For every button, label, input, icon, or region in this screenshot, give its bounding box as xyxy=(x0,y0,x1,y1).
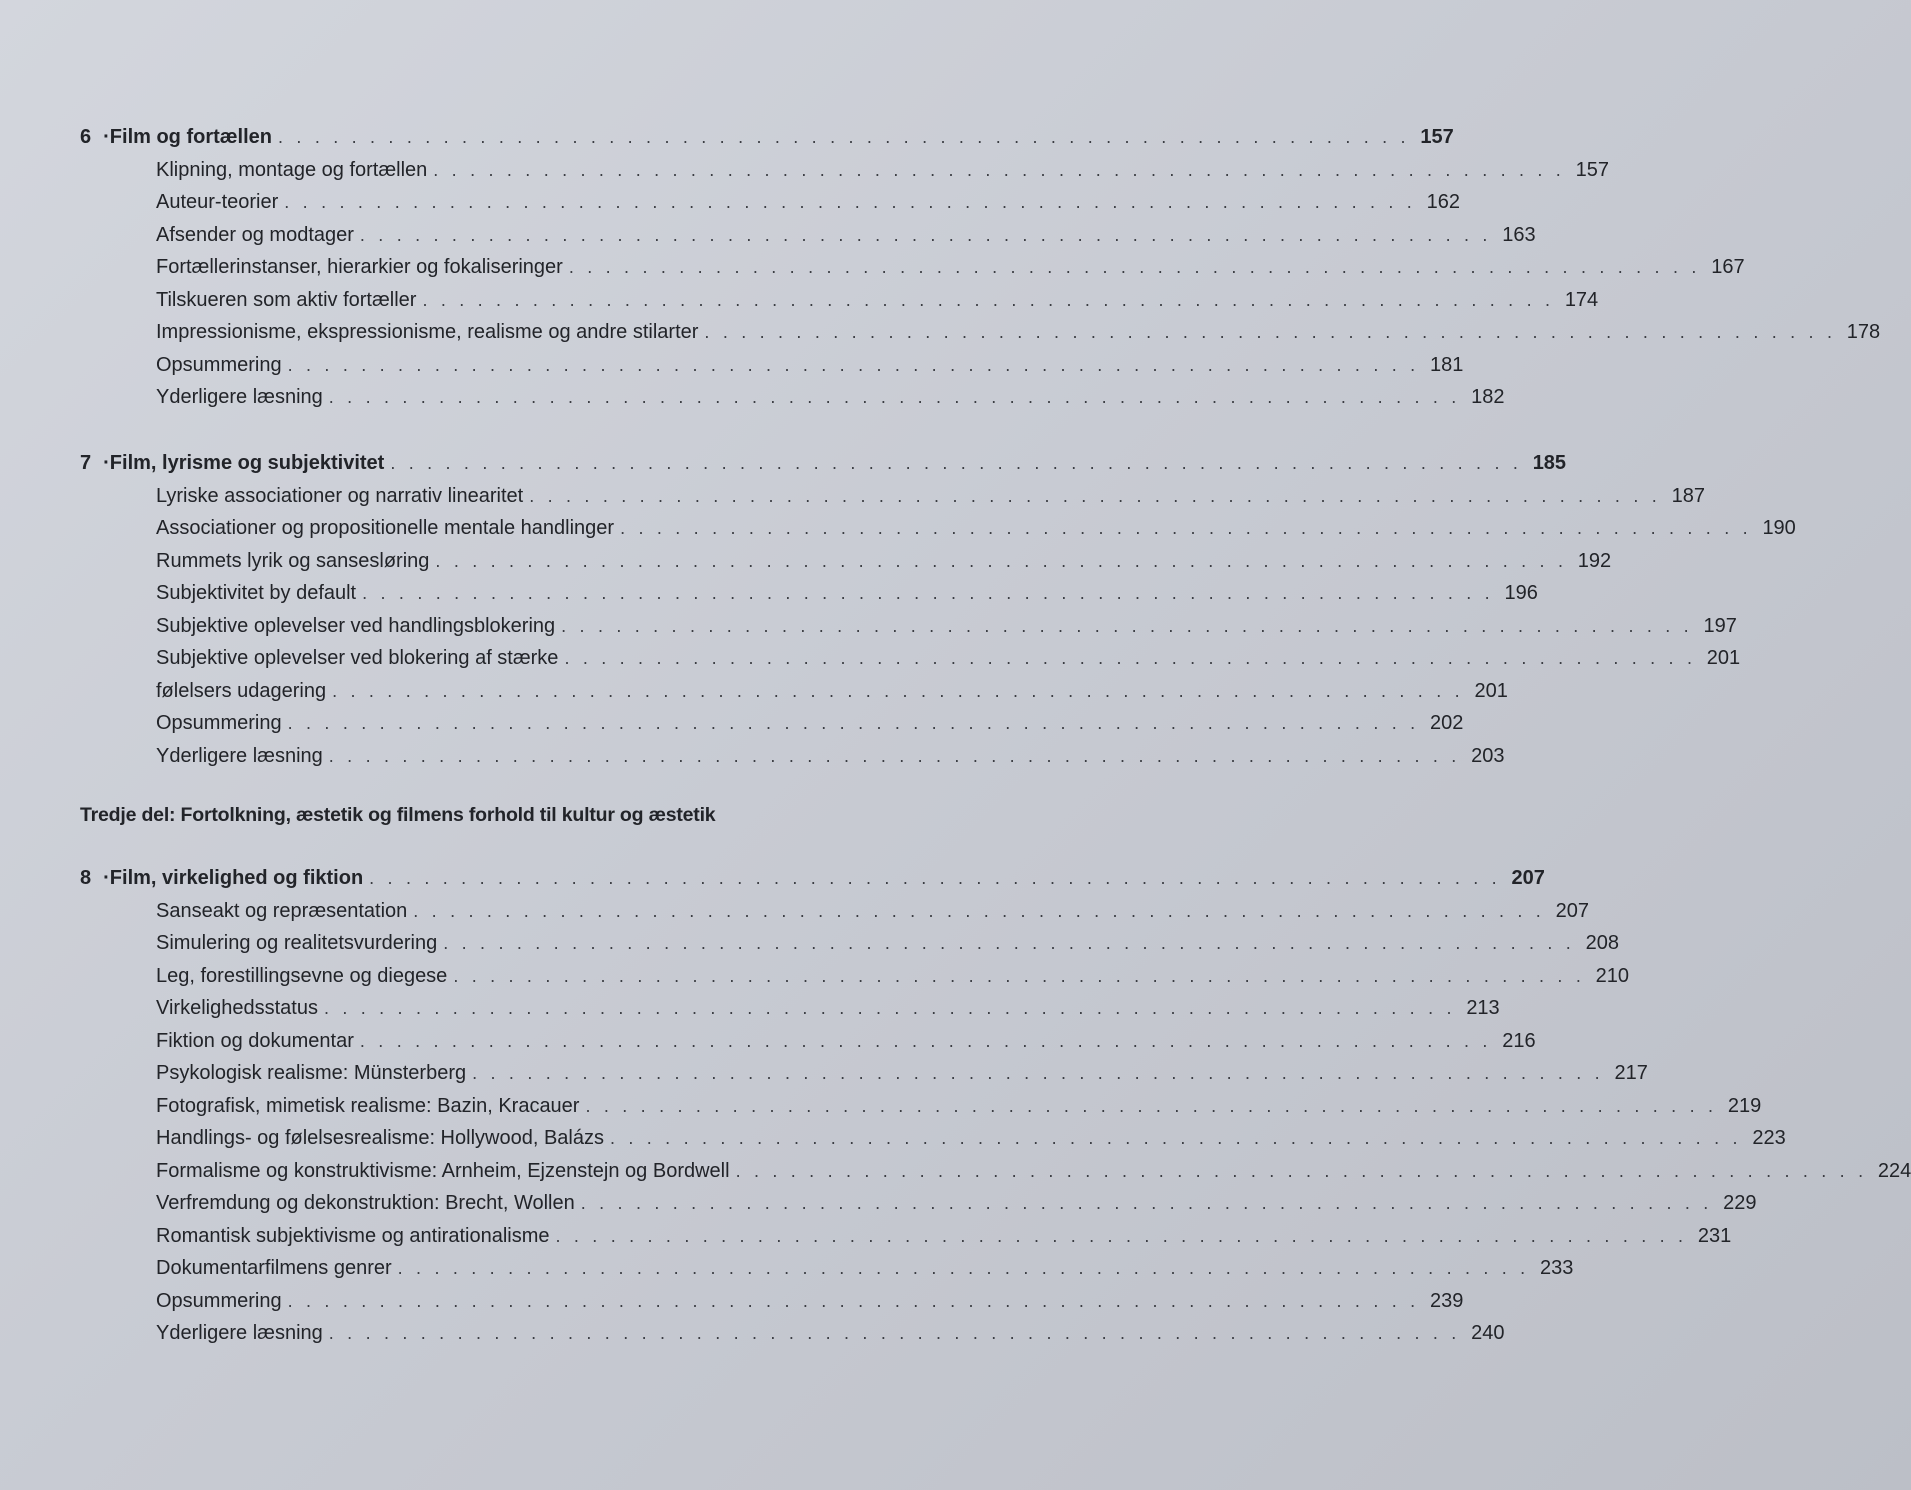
entry-page-number: 174 xyxy=(1564,288,1599,311)
entry-title: Subjektivitet by default xyxy=(156,582,357,604)
toc-entry xyxy=(80,927,1619,960)
toc-entry xyxy=(80,1220,1732,1253)
toc-entry xyxy=(80,1122,1786,1155)
toc-entry xyxy=(80,960,1630,993)
chapter-separator: · xyxy=(103,126,110,148)
entry-title: Impressionisme, ekspressionisme, realisme og andre stilarter xyxy=(156,321,699,343)
entry-title: Fortællerinstanser, hierarkier og fokaliseringer xyxy=(156,256,563,278)
entry-page-number: 224 xyxy=(1877,1159,1911,1182)
entry-title: Lyriske associationer og narrativ linearitet xyxy=(156,484,524,507)
entry-page-number: 219 xyxy=(1727,1094,1762,1117)
toc-entry xyxy=(80,895,1590,928)
entry-title: Yderligere læsning xyxy=(156,744,323,767)
entry-page-number: 201 xyxy=(1706,647,1741,669)
toc-entry xyxy=(80,480,1705,513)
chapter-title: Film, lyrisme og subjektivitet xyxy=(109,452,385,474)
entry-title: Simulering og realitetsvurdering xyxy=(156,932,438,954)
dot-leader: . . . . . . . . . . . . . . . . . . . . . . . . . . . . . . . . . . . . . . . . . . . . . . . . . . . . . . . . . . . . . . xyxy=(359,224,1492,245)
entry-title: Sanseakt og repræsentation xyxy=(156,899,408,922)
dot-leader: . . . . . . . . . . . . . . . . . . . . . . . . . . . . . . . . . . . . . . . . . . . . . . . . . . . . . . . . . . . . . . xyxy=(323,998,1456,1018)
entry-page-number: 239 xyxy=(1429,1289,1464,1312)
dot-leader: . . . . . . . . . . . . . . . . . . . . . . . . . . . . . . . . . . . . . . . . . . . . . . . . . . . . . . . . . . . . . . xyxy=(472,1063,1604,1083)
toc-entry xyxy=(80,610,1737,643)
entry-title: Tilskueren som aktiv fortæller xyxy=(156,288,417,311)
entry-page-number: 216 xyxy=(1502,1029,1536,1052)
entry-title: Subjektive oplevelser ved handlingsblokering xyxy=(156,614,556,637)
entry-title: Opsummering xyxy=(156,353,282,376)
entry-page-number: 178 xyxy=(1846,321,1881,343)
entry-page-number: 223 xyxy=(1752,1127,1786,1149)
entry-page-number: 202 xyxy=(1429,712,1464,734)
toc-entry xyxy=(80,251,1745,284)
entry-page-number: 213 xyxy=(1466,997,1500,1019)
entry-page-number: 192 xyxy=(1577,549,1612,572)
entry-page-number: 240 xyxy=(1471,1322,1505,1344)
dot-leader: . . . . . . . . . . . . . . . . . . . . . . . . . . . . . . . . . . . . . . . . . . . . . . . . . . . . . . . . . . . . . . xyxy=(328,745,1461,766)
dot-leader: . . . . . . . . . . . . . . . . . . . . . . . . . . . . . . . . . . . . . . . . . . . . . . . . . . . . . . . . . . . . . . xyxy=(443,933,1575,953)
chapter-heading-row xyxy=(80,447,1567,480)
toc-entry xyxy=(80,545,1612,578)
entry-page-number: 190 xyxy=(1762,517,1796,539)
toc-entry xyxy=(80,219,1536,252)
chapter-8 xyxy=(80,862,1911,1350)
entry-page-number: 162 xyxy=(1426,191,1461,213)
toc-entry xyxy=(80,186,1461,219)
toc-entry xyxy=(80,642,1741,675)
chapter-number: 7 xyxy=(80,452,92,474)
dot-leader: . . . . . . . . . . . . . . . . . . . . . . . . . . . . . . . . . . . . . . . . . . . . . . . . . . . . . . . . . . . . . . xyxy=(620,518,1752,538)
toc-entry xyxy=(80,1187,1757,1220)
toc-entry xyxy=(80,349,1464,382)
entry-title: Fiktion og dokumentar xyxy=(156,1029,354,1052)
chapter-page-number: 185 xyxy=(1532,452,1567,474)
dot-leader: . . . . . . . . . . . . . . . . . . . . . . . . . . . . . . . . . . . . . . . . . . . . . . . . . . . . . . . . . . . . . . xyxy=(529,485,1661,506)
entry-title: Subjektive oplevelser ved blokering af stærke xyxy=(156,647,559,669)
entry-page-number: 197 xyxy=(1703,614,1737,637)
entry-page-number: 181 xyxy=(1429,353,1464,376)
dot-leader: . . . . . . . . . . . . . . . . . . . . . . . . . . . . . . . . . . . . . . . . . . . . . . . . . . . . . . . . . . . . . . xyxy=(422,289,1555,310)
toc-entry xyxy=(80,1317,1505,1350)
toc-entry xyxy=(80,316,1881,349)
chapter-6 xyxy=(80,121,1881,414)
dot-leader: . . . . . . . . . . . . . . . . . . . . . . . . . . . . . . . . . . . . . . . . . . . . . . . . . . . . . . . . . . . . . . xyxy=(453,965,1586,986)
entry-page-number: 157 xyxy=(1575,158,1610,181)
dot-leader: . . . . . . . . . . . . . . . . . . . . . . . . . . . . . . . . . . . . . . . . . . . . . . . . . . . . . . . . . . . . . . xyxy=(328,387,1461,407)
entry-title: Psykologisk realisme: Münsterberg xyxy=(156,1062,467,1084)
toc-entry xyxy=(80,675,1508,708)
entry-title: Klipning, montage og fortællen xyxy=(156,158,428,181)
entry-title: Dokumentarfilmens genrer xyxy=(156,1257,392,1279)
entry-title: Virkelighedsstatus xyxy=(156,997,318,1019)
entry-title: Auteur-teorier xyxy=(156,191,279,213)
toc-entry xyxy=(80,154,1610,187)
chapter-7 xyxy=(80,447,1796,772)
entry-title: Yderligere læsning xyxy=(156,1322,323,1344)
dot-leader: . . . . . . . . . . . . . . . . . . . . . . . . . . . . . . . . . . . . . . . . . . . . . . . . . . . . . . . . . . . . . . xyxy=(328,1323,1461,1343)
dot-leader: . . . . . . . . . . . . . . . . . . . . . . . . . . . . . . . . . . . . . . . . . . . . . . . . . . . . . . . . . . . . . . xyxy=(585,1095,1718,1116)
entry-title: Formalisme og konstruktivisme: Arnheim, Ejzenstejn og Bordwell xyxy=(156,1159,730,1182)
entry-title: Romantisk subjektivisme og antirationalisme xyxy=(156,1224,550,1247)
entry-title: Opsummering xyxy=(156,712,282,734)
toc-entry xyxy=(80,1285,1464,1318)
dot-leader: . . . . . . . . . . . . . . . . . . . . . . . . . . . . . . . . . . . . . . . . . . . . . . . . . . . . . . . . . . . . . . xyxy=(359,1030,1492,1051)
dot-leader: . . . . . . . . . . . . . . . . . . . . . . . . . . . . . . . . . . . . . . . . . . . . . . . . . . . . . . . . . . . . . . xyxy=(704,322,1837,342)
toc-entry xyxy=(80,512,1796,545)
entry-page-number: 207 xyxy=(1555,899,1590,922)
entry-title: Afsender og modtager xyxy=(156,223,354,246)
dot-leader: . . . . . . . . . . . . . . . . . . . . . . . . . . . . . . . . . . . . . . . . . . . . . . . . . . . . . . . . . . . . . . xyxy=(413,900,1546,921)
dot-leader: . . . . . . . . . . . . . . . . . . . . . . . . . . . . . . . . . . . . . . . . . . . . . . . . . . . . . . . . . . . . . . xyxy=(287,354,1420,375)
toc-entry xyxy=(80,381,1505,414)
dot-leader: . . . . . . . . . . . . . . . . . . . . . . . . . . . . . . . . . . . . . . . . . . . . . . . . . . . . . . . . . . . . . . xyxy=(564,648,1697,668)
chapter-separator: · xyxy=(103,867,110,889)
dot-leader: . . . . . . . . . . . . . . . . . . . . . . . . . . . . . . . . . . . . . . . . . . . . . . . . . . . . . . . . . . . . . . xyxy=(555,1225,1688,1246)
chapter-number: 6 xyxy=(80,126,92,148)
entry-title: Fotografisk, mimetisk realisme: Bazin, Kracauer xyxy=(156,1094,580,1117)
entry-title: Opsummering xyxy=(156,1289,282,1312)
entry-page-number: 196 xyxy=(1504,582,1538,604)
dot-leader: . . . . . . . . . . . . . . . . . . . . . . . . . . . . . . . . . . . . . . . . . . . . . . . . . . . . . . . . . . . . . . xyxy=(369,868,1501,888)
entry-page-number: 163 xyxy=(1502,223,1536,246)
entry-page-number: 182 xyxy=(1471,386,1505,408)
dot-leader: . . . . . . . . . . . . . . . . . . . . . . . . . . . . . . . . . . . . . . . . . . . . . . . . . . . . . . . . . . . . . . xyxy=(397,1258,1530,1278)
dot-leader: . . . . . . . . . . . . . . . . . . . . . . . . . . . . . . . . . . . . . . . . . . . . . . . . . . . . . . . . . . . . . . xyxy=(609,1128,1742,1148)
chapter-title: Film og fortællen xyxy=(109,126,273,148)
entry-title: Leg, forestillingsevne og diegese xyxy=(156,964,448,987)
toc-entry xyxy=(80,1057,1648,1090)
part-heading: Tredje del: Fortolkning, æstetik og filmens forhold til kultur og æstetik xyxy=(80,804,716,826)
toc-entry xyxy=(80,1155,1911,1188)
chapter-title: Film, virkelighed og fiktion xyxy=(109,867,364,889)
entry-title: Rummets lyrik og sansesløring xyxy=(156,549,430,572)
chapter-heading-row xyxy=(80,121,1454,154)
toc-entry xyxy=(80,1090,1762,1123)
chapter-page-number: 207 xyxy=(1511,867,1545,889)
toc-entry xyxy=(80,1025,1536,1058)
dot-leader: . . . . . . . . . . . . . . . . . . . . . . . . . . . . . . . . . . . . . . . . . . . . . . . . . . . . . . . . . . . . . . xyxy=(561,615,1693,636)
chapter-number: 8 xyxy=(80,867,92,889)
entry-page-number: 187 xyxy=(1671,484,1705,507)
chapter-heading-row xyxy=(80,862,1545,895)
entry-page-number: 203 xyxy=(1471,744,1505,767)
entry-page-number: 167 xyxy=(1711,256,1745,278)
dot-leader: . . . . . . . . . . . . . . . . . . . . . . . . . . . . . . . . . . . . . . . . . . . . . . . . . . . . . . . . . . . . . . xyxy=(332,680,1464,701)
entry-title: Verfremdung og dekonstruktion: Brecht, Wollen xyxy=(156,1192,575,1214)
entry-page-number: 233 xyxy=(1540,1257,1574,1279)
entry-page-number: 217 xyxy=(1614,1062,1648,1084)
dot-leader: . . . . . . . . . . . . . . . . . . . . . . . . . . . . . . . . . . . . . . . . . . . . . . . . . . . . . . . . . . . . . . xyxy=(287,1290,1420,1311)
chapter-separator: · xyxy=(103,452,110,474)
dot-leader: . . . . . . . . . . . . . . . . . . . . . . . . . . . . . . . . . . . . . . . . . . . . . . . . . . . . . . . . . . . . . . xyxy=(284,192,1417,212)
dot-leader: . . . . . . . . . . . . . . . . . . . . . . . . . . . . . . . . . . . . . . . . . . . . . . . . . . . . . . . . . . . . . . xyxy=(287,713,1420,733)
dot-leader: . . . . . . . . . . . . . . . . . . . . . . . . . . . . . . . . . . . . . . . . . . . . . . . . . . . . . . . . . . . . . . xyxy=(362,583,1494,603)
entry-page-number: 231 xyxy=(1697,1224,1732,1247)
toc-entry xyxy=(80,284,1599,317)
entry-page-number: 201 xyxy=(1474,679,1508,702)
dot-leader: . . . . . . . . . . . . . . . . . . . . . . . . . . . . . . . . . . . . . . . . . . . . . . . . . . . . . . . . . . . . . . xyxy=(433,159,1566,180)
entry-page-number: 210 xyxy=(1595,964,1630,987)
dot-leader: . . . . . . . . . . . . . . . . . . . . . . . . . . . . . . . . . . . . . . . . . . . . . . . . . . . . . . . . . . . . . . xyxy=(435,550,1568,571)
dot-leader: . . . . . . . . . . . . . . . . . . . . . . . . . . . . . . . . . . . . . . . . . . . . . . . . . . . . . . . . . . . . . . xyxy=(735,1160,1868,1181)
dot-leader: . . . . . . . . . . . . . . . . . . . . . . . . . . . . . . . . . . . . . . . . . . . . . . . . . . . . . . . . . . . . . . xyxy=(568,257,1701,277)
entry-page-number: 229 xyxy=(1723,1192,1757,1214)
toc-entry xyxy=(80,707,1464,740)
toc-entry xyxy=(80,740,1505,773)
entry-title: Yderligere læsning xyxy=(156,386,323,408)
entry-title: følelsers udagering xyxy=(156,679,327,702)
dot-leader: . . . . . . . . . . . . . . . . . . . . . . . . . . . . . . . . . . . . . . . . . . . . . . . . . . . . . . . . . . . . . . xyxy=(278,127,1410,147)
toc-entry xyxy=(80,1252,1574,1285)
entry-title: Handlings- og følelsesrealisme: Hollywood, Balázs xyxy=(156,1127,604,1149)
entry-page-number: 208 xyxy=(1585,932,1619,954)
toc-entry xyxy=(80,577,1538,610)
chapter-page-number: 157 xyxy=(1420,126,1454,148)
entry-title: Associationer og propositionelle mentale handlinger xyxy=(156,517,615,539)
dot-leader: . . . . . . . . . . . . . . . . . . . . . . . . . . . . . . . . . . . . . . . . . . . . . . . . . . . . . . . . . . . . . . xyxy=(390,453,1523,473)
toc-entry xyxy=(80,992,1500,1025)
dot-leader: . . . . . . . . . . . . . . . . . . . . . . . . . . . . . . . . . . . . . . . . . . . . . . . . . . . . . . . . . . . . . . xyxy=(580,1193,1713,1213)
